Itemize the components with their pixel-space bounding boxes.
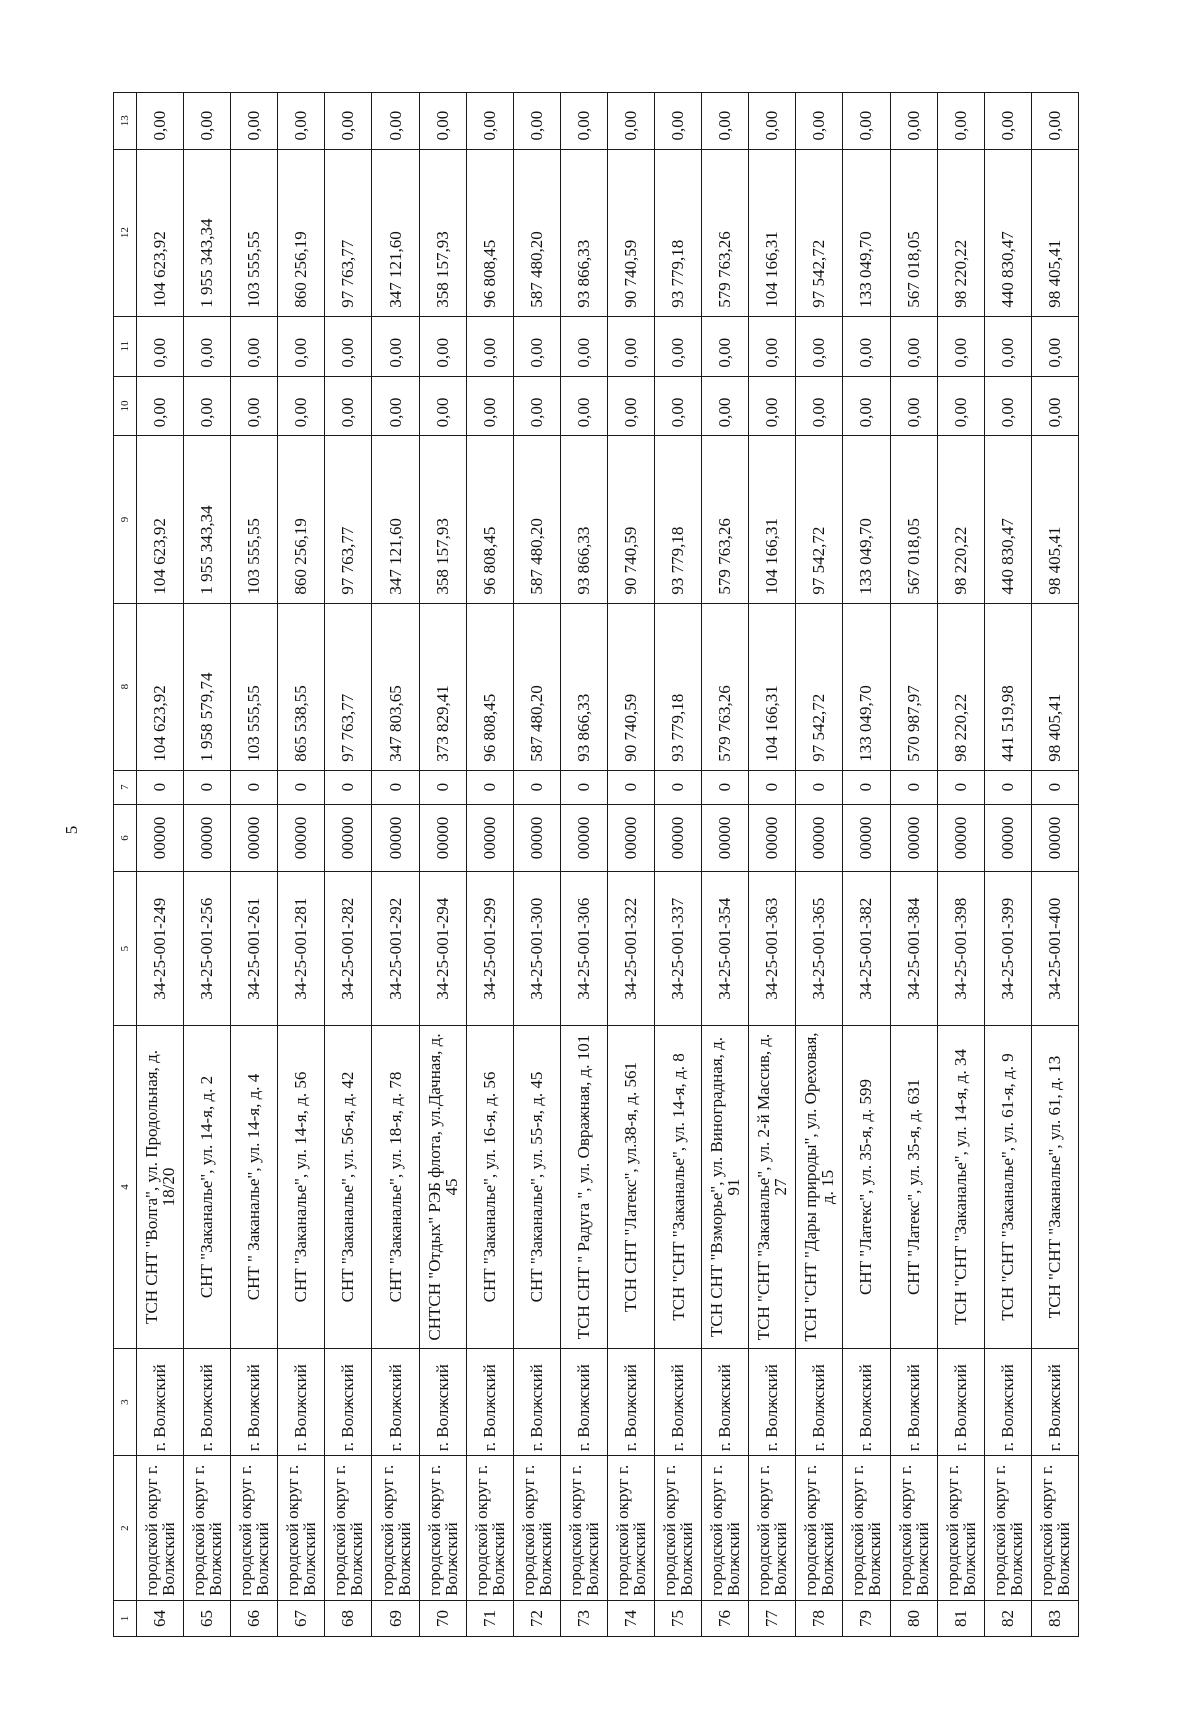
address-cell: ТСН СНТ "Волга", ул. Продольная, д. 18/20 [137, 1025, 184, 1348]
flag-cell: 0 [137, 770, 184, 804]
code-zeros-cell: 00000 [655, 804, 702, 872]
settlement-cell: г. Волжский [137, 1349, 184, 1456]
amount-col9-cell: 133 049,70 [843, 436, 890, 603]
settlement-cell: г. Волжский [796, 1349, 843, 1456]
table-row [607, 93, 654, 1637]
amount-col9-cell: 97 763,77 [325, 436, 372, 603]
row-number-cell: 80 [890, 1600, 937, 1636]
settlement-cell: г. Волжский [325, 1349, 372, 1456]
amount-col9-cell: 440 830,47 [984, 436, 1031, 603]
code-zeros-cell: 00000 [937, 804, 984, 872]
column-header: 1 [114, 1600, 137, 1636]
code-cell: 34-25-001-294 [419, 872, 466, 1026]
flag-cell: 0 [984, 770, 1031, 804]
amount-col8-cell: 97 763,77 [325, 603, 372, 770]
code-cell: 34-25-001-249 [137, 872, 184, 1026]
amount-col9-cell: 347 121,60 [372, 436, 419, 603]
amount-col8-cell: 865 538,55 [278, 603, 325, 770]
amount-col13-cell: 0,00 [749, 93, 796, 150]
address-cell: ТСН "СНТ "Дары природы", ул. Ореховая, д. 15 [796, 1025, 843, 1348]
amount-col13-cell: 0,00 [937, 93, 984, 150]
amount-col10-cell: 0,00 [937, 376, 984, 436]
amount-col10-cell: 0,00 [702, 376, 749, 436]
code-zeros-cell: 00000 [749, 804, 796, 872]
code-cell: 34-25-001-384 [890, 872, 937, 1026]
code-cell: 34-25-001-281 [278, 872, 325, 1026]
code-zeros-cell: 00000 [843, 804, 890, 872]
row-number-cell: 75 [655, 1600, 702, 1636]
row-number-cell: 66 [231, 1600, 278, 1636]
municipality-cell: городской округ г. Волжский [137, 1456, 184, 1601]
amount-col8-cell: 570 987,97 [890, 603, 937, 770]
amount-col11-cell: 0,00 [1031, 316, 1078, 376]
row-number-cell: 69 [372, 1600, 419, 1636]
amount-col13-cell: 0,00 [1031, 93, 1078, 150]
row-number-cell: 83 [1031, 1600, 1078, 1636]
amount-col10-cell: 0,00 [796, 376, 843, 436]
settlement-cell: г. Волжский [560, 1349, 607, 1456]
address-cell: СНТ " Заканалье", ул. 14-я, д. 4 [231, 1025, 278, 1348]
settlement-cell: г. Волжский [184, 1349, 231, 1456]
column-header: 11 [114, 316, 137, 376]
municipality-cell: городской округ г. Волжский [655, 1456, 702, 1601]
flag-cell: 0 [843, 770, 890, 804]
row-number-cell: 65 [184, 1600, 231, 1636]
settlement-cell: г. Волжский [419, 1349, 466, 1456]
amount-col10-cell: 0,00 [137, 376, 184, 436]
table-row [560, 93, 607, 1637]
flag-cell: 0 [937, 770, 984, 804]
settlement-cell: г. Волжский [937, 1349, 984, 1456]
amount-col9-cell: 93 779,18 [655, 436, 702, 603]
amount-col10-cell: 0,00 [278, 376, 325, 436]
amount-col11-cell: 0,00 [325, 316, 372, 376]
table-row [184, 93, 231, 1637]
amount-col8-cell: 96 808,45 [466, 603, 513, 770]
municipality-cell: городской округ г. Волжский [937, 1456, 984, 1601]
amount-col13-cell: 0,00 [890, 93, 937, 150]
amount-col13-cell: 0,00 [513, 93, 560, 150]
amount-col8-cell: 90 740,59 [607, 603, 654, 770]
settlement-cell: г. Волжский [890, 1349, 937, 1456]
address-cell: СНТ "Латекс", ул. 35-я, д. 599 [843, 1025, 890, 1348]
amount-col12-cell: 358 157,93 [419, 149, 466, 316]
amount-col9-cell: 90 740,59 [607, 436, 654, 603]
table-row [466, 93, 513, 1637]
column-header: 6 [114, 804, 137, 872]
amount-col12-cell: 347 121,60 [372, 149, 419, 316]
flag-cell: 0 [513, 770, 560, 804]
table-row [702, 93, 749, 1637]
amount-col13-cell: 0,00 [372, 93, 419, 150]
code-cell: 34-25-001-382 [843, 872, 890, 1026]
amount-col12-cell: 587 480,20 [513, 149, 560, 316]
code-cell: 34-25-001-399 [984, 872, 1031, 1026]
municipality-cell: городской округ г. Волжский [325, 1456, 372, 1601]
code-zeros-cell: 00000 [702, 804, 749, 872]
table-row [984, 93, 1031, 1637]
column-header: 10 [114, 376, 137, 436]
amount-col11-cell: 0,00 [560, 316, 607, 376]
amount-col8-cell: 93 779,18 [655, 603, 702, 770]
amount-col12-cell: 93 779,18 [655, 149, 702, 316]
amount-col11-cell: 0,00 [890, 316, 937, 376]
code-cell: 34-25-001-365 [796, 872, 843, 1026]
amount-col12-cell: 1 955 343,34 [184, 149, 231, 316]
amount-col11-cell: 0,00 [796, 316, 843, 376]
municipality-cell: городской округ г. Волжский [843, 1456, 890, 1601]
table-row [843, 93, 890, 1637]
amount-col10-cell: 0,00 [984, 376, 1031, 436]
amount-col11-cell: 0,00 [843, 316, 890, 376]
amount-col9-cell: 104 623,92 [137, 436, 184, 603]
amount-col11-cell: 0,00 [513, 316, 560, 376]
code-cell: 34-25-001-322 [607, 872, 654, 1026]
amount-col9-cell: 96 808,45 [466, 436, 513, 603]
settlement-cell: г. Волжский [984, 1349, 1031, 1456]
amount-col13-cell: 0,00 [702, 93, 749, 150]
municipality-cell: городской округ г. Волжский [278, 1456, 325, 1601]
flag-cell: 0 [419, 770, 466, 804]
table-row [372, 93, 419, 1637]
amount-col11-cell: 0,00 [749, 316, 796, 376]
code-zeros-cell: 00000 [419, 804, 466, 872]
amount-col11-cell: 0,00 [137, 316, 184, 376]
code-zeros-cell: 00000 [372, 804, 419, 872]
municipality-cell: городской округ г. Волжский [607, 1456, 654, 1601]
amount-col13-cell: 0,00 [984, 93, 1031, 150]
amount-col11-cell: 0,00 [466, 316, 513, 376]
municipality-cell: городской округ г. Волжский [984, 1456, 1031, 1601]
row-number-cell: 72 [513, 1600, 560, 1636]
amount-col9-cell: 93 866,33 [560, 436, 607, 603]
amount-col11-cell: 0,00 [419, 316, 466, 376]
code-zeros-cell: 00000 [137, 804, 184, 872]
column-header: 12 [114, 149, 137, 316]
amount-col9-cell: 579 763,26 [702, 436, 749, 603]
code-cell: 34-25-001-363 [749, 872, 796, 1026]
address-cell: СНТ "Латекс", ул. 35-я, д. 631 [890, 1025, 937, 1348]
amount-col9-cell: 97 542,72 [796, 436, 843, 603]
amount-col10-cell: 0,00 [655, 376, 702, 436]
amount-col9-cell: 104 166,31 [749, 436, 796, 603]
amount-col13-cell: 0,00 [655, 93, 702, 150]
code-zeros-cell: 00000 [325, 804, 372, 872]
address-cell: ТСН "СНТ "Заканалье", ул. 14-я, д. 34 [937, 1025, 984, 1348]
amount-col13-cell: 0,00 [796, 93, 843, 150]
table-row [937, 93, 984, 1637]
municipality-cell: городской округ г. Волжский [184, 1456, 231, 1601]
amount-col8-cell: 104 623,92 [137, 603, 184, 770]
code-cell: 34-25-001-292 [372, 872, 419, 1026]
row-number-cell: 68 [325, 1600, 372, 1636]
amount-col11-cell: 0,00 [184, 316, 231, 376]
code-zeros-cell: 00000 [1031, 804, 1078, 872]
row-number-cell: 79 [843, 1600, 890, 1636]
flag-cell: 0 [890, 770, 937, 804]
settlement-cell: г. Волжский [372, 1349, 419, 1456]
amount-col11-cell: 0,00 [372, 316, 419, 376]
amount-col11-cell: 0,00 [231, 316, 278, 376]
code-zeros-cell: 00000 [796, 804, 843, 872]
column-header: 2 [114, 1456, 137, 1601]
amount-col9-cell: 98 220,22 [937, 436, 984, 603]
settlement-cell: г. Волжский [702, 1349, 749, 1456]
amount-col9-cell: 1 955 343,34 [184, 436, 231, 603]
municipality-cell: городской округ г. Волжский [890, 1456, 937, 1601]
data-table [113, 92, 1079, 1637]
code-cell: 34-25-001-300 [513, 872, 560, 1026]
settlement-cell: г. Волжский [231, 1349, 278, 1456]
amount-col12-cell: 104 166,31 [749, 149, 796, 316]
amount-col8-cell: 579 763,26 [702, 603, 749, 770]
amount-col13-cell: 0,00 [137, 93, 184, 150]
row-number-cell: 82 [984, 1600, 1031, 1636]
amount-col11-cell: 0,00 [984, 316, 1031, 376]
code-zeros-cell: 00000 [984, 804, 1031, 872]
amount-col8-cell: 93 866,33 [560, 603, 607, 770]
column-header: 9 [114, 436, 137, 603]
amount-col11-cell: 0,00 [937, 316, 984, 376]
address-cell: СНТ "Заканалье", ул. 14-я, д. 56 [278, 1025, 325, 1348]
amount-col8-cell: 103 555,55 [231, 603, 278, 770]
row-number-cell: 76 [702, 1600, 749, 1636]
municipality-cell: городской округ г. Волжский [796, 1456, 843, 1601]
amount-col8-cell: 441 519,98 [984, 603, 1031, 770]
code-zeros-cell: 00000 [466, 804, 513, 872]
header-row [114, 93, 137, 1637]
amount-col10-cell: 0,00 [466, 376, 513, 436]
amount-col13-cell: 0,00 [278, 93, 325, 150]
code-zeros-cell: 00000 [231, 804, 278, 872]
amount-col11-cell: 0,00 [702, 316, 749, 376]
flag-cell: 0 [655, 770, 702, 804]
amount-col9-cell: 567 018,05 [890, 436, 937, 603]
settlement-cell: г. Волжский [655, 1349, 702, 1456]
flag-cell: 0 [231, 770, 278, 804]
row-number-cell: 73 [560, 1600, 607, 1636]
table-row [890, 93, 937, 1637]
amount-col13-cell: 0,00 [560, 93, 607, 150]
amount-col13-cell: 0,00 [184, 93, 231, 150]
address-cell: ТСН СНТ "Латекс", ул.38-я, д. 561 [607, 1025, 654, 1348]
amount-col13-cell: 0,00 [325, 93, 372, 150]
page-number: 5 [62, 825, 81, 835]
address-cell: ТСН "СНТ "Заканалье", ул. 61-я, д. 9 [984, 1025, 1031, 1348]
settlement-cell: г. Волжский [466, 1349, 513, 1456]
amount-col8-cell: 104 166,31 [749, 603, 796, 770]
amount-col10-cell: 0,00 [560, 376, 607, 436]
amount-col12-cell: 96 808,45 [466, 149, 513, 316]
settlement-cell: г. Волжский [843, 1349, 890, 1456]
amount-col10-cell: 0,00 [325, 376, 372, 436]
address-cell: СНТ "Заканалье", ул. 18-я, д. 78 [372, 1025, 419, 1348]
column-header: 5 [114, 872, 137, 1026]
row-number-cell: 70 [419, 1600, 466, 1636]
code-zeros-cell: 00000 [278, 804, 325, 872]
amount-col10-cell: 0,00 [749, 376, 796, 436]
amount-col9-cell: 860 256,19 [278, 436, 325, 603]
amount-col13-cell: 0,00 [607, 93, 654, 150]
address-cell: ТСН "СНТ "Заканалье", ул. 61, д. 13 [1031, 1025, 1078, 1348]
amount-col9-cell: 103 555,55 [231, 436, 278, 603]
municipality-cell: городской округ г. Волжский [560, 1456, 607, 1601]
table-row [655, 93, 702, 1637]
settlement-cell: г. Волжский [278, 1349, 325, 1456]
amount-col8-cell: 373 829,41 [419, 603, 466, 770]
amount-col13-cell: 0,00 [419, 93, 466, 150]
code-cell: 34-25-001-306 [560, 872, 607, 1026]
amount-col9-cell: 98 405,41 [1031, 436, 1078, 603]
column-header: 4 [114, 1025, 137, 1348]
table-row [513, 93, 560, 1637]
amount-col10-cell: 0,00 [513, 376, 560, 436]
settlement-cell: г. Волжский [513, 1349, 560, 1456]
amount-col13-cell: 0,00 [231, 93, 278, 150]
amount-col8-cell: 1 958 579,74 [184, 603, 231, 770]
code-cell: 34-25-001-354 [702, 872, 749, 1026]
column-header: 8 [114, 603, 137, 770]
amount-col11-cell: 0,00 [278, 316, 325, 376]
address-cell: СНТ "Заканалье", ул. 55-я, д. 45 [513, 1025, 560, 1348]
amount-col8-cell: 347 803,65 [372, 603, 419, 770]
address-cell: ТСН "СНТ "Заканалье", ул. 14-я, д. 8 [655, 1025, 702, 1348]
amount-col8-cell: 98 220,22 [937, 603, 984, 770]
address-cell: СНТ "Заканалье", ул. 14-я, д. 2 [184, 1025, 231, 1348]
municipality-cell: городской округ г. Волжский [466, 1456, 513, 1601]
amount-col9-cell: 587 480,20 [513, 436, 560, 603]
table-row [1031, 93, 1078, 1637]
code-cell: 34-25-001-398 [937, 872, 984, 1026]
address-cell: СНТСН "Отдых" РЭБ флота, ул.Дачная, д. 45 [419, 1025, 466, 1348]
flag-cell: 0 [325, 770, 372, 804]
amount-col12-cell: 97 763,77 [325, 149, 372, 316]
amount-col8-cell: 97 542,72 [796, 603, 843, 770]
address-cell: СНТ "Заканалье", ул. 56-я, д. 42 [325, 1025, 372, 1348]
address-cell: ТСН СНТ " Радуга ", ул. Овражная, д. 101 [560, 1025, 607, 1348]
municipality-cell: городской округ г. Волжский [1031, 1456, 1078, 1601]
table-row [325, 93, 372, 1637]
amount-col12-cell: 103 555,55 [231, 149, 278, 316]
code-zeros-cell: 00000 [560, 804, 607, 872]
amount-col13-cell: 0,00 [466, 93, 513, 150]
amount-col11-cell: 0,00 [655, 316, 702, 376]
amount-col12-cell: 104 623,92 [137, 149, 184, 316]
row-number-cell: 74 [607, 1600, 654, 1636]
code-zeros-cell: 00000 [184, 804, 231, 872]
settlement-cell: г. Волжский [749, 1349, 796, 1456]
flag-cell: 0 [749, 770, 796, 804]
amount-col8-cell: 587 480,20 [513, 603, 560, 770]
amount-col12-cell: 579 763,26 [702, 149, 749, 316]
table-row [749, 93, 796, 1637]
flag-cell: 0 [466, 770, 513, 804]
row-number-cell: 81 [937, 1600, 984, 1636]
amount-col12-cell: 98 220,22 [937, 149, 984, 316]
code-zeros-cell: 00000 [513, 804, 560, 872]
row-number-cell: 64 [137, 1600, 184, 1636]
rotated-table-container [113, 92, 1079, 1637]
amount-col12-cell: 440 830,47 [984, 149, 1031, 316]
amount-col12-cell: 860 256,19 [278, 149, 325, 316]
code-cell: 34-25-001-256 [184, 872, 231, 1026]
address-cell: ТСН "СНТ "Заканалье", ул. 2-й Массив, д. 27 [749, 1025, 796, 1348]
municipality-cell: городской округ г. Волжский [513, 1456, 560, 1601]
address-cell: ТСН СНТ "Взморье", ул. Виноградная, д. 91 [702, 1025, 749, 1348]
table-row [231, 93, 278, 1637]
amount-col10-cell: 0,00 [231, 376, 278, 436]
amount-col10-cell: 0,00 [607, 376, 654, 436]
amount-col10-cell: 0,00 [1031, 376, 1078, 436]
column-header: 13 [114, 93, 137, 150]
amount-col10-cell: 0,00 [184, 376, 231, 436]
table-row [796, 93, 843, 1637]
row-number-cell: 71 [466, 1600, 513, 1636]
code-zeros-cell: 00000 [890, 804, 937, 872]
flag-cell: 0 [184, 770, 231, 804]
code-cell: 34-25-001-282 [325, 872, 372, 1026]
amount-col12-cell: 90 740,59 [607, 149, 654, 316]
code-cell: 34-25-001-400 [1031, 872, 1078, 1026]
amount-col8-cell: 98 405,41 [1031, 603, 1078, 770]
amount-col10-cell: 0,00 [372, 376, 419, 436]
column-header: 7 [114, 770, 137, 804]
column-header: 3 [114, 1349, 137, 1456]
code-cell: 34-25-001-261 [231, 872, 278, 1026]
row-number-cell: 78 [796, 1600, 843, 1636]
amount-col12-cell: 567 018,05 [890, 149, 937, 316]
municipality-cell: городской округ г. Волжский [231, 1456, 278, 1601]
flag-cell: 0 [796, 770, 843, 804]
table-body [137, 93, 1079, 1637]
flag-cell: 0 [607, 770, 654, 804]
flag-cell: 0 [1031, 770, 1078, 804]
amount-col8-cell: 133 049,70 [843, 603, 890, 770]
amount-col13-cell: 0,00 [843, 93, 890, 150]
row-number-cell: 67 [278, 1600, 325, 1636]
code-cell: 34-25-001-299 [466, 872, 513, 1026]
table-row [137, 93, 184, 1637]
address-cell: СНТ "Заканалье", ул. 16-я, д. 56 [466, 1025, 513, 1348]
code-cell: 34-25-001-337 [655, 872, 702, 1026]
table-row [278, 93, 325, 1637]
amount-col11-cell: 0,00 [607, 316, 654, 376]
amount-col10-cell: 0,00 [843, 376, 890, 436]
flag-cell: 0 [560, 770, 607, 804]
amount-col9-cell: 358 157,93 [419, 436, 466, 603]
amount-col12-cell: 97 542,72 [796, 149, 843, 316]
amount-col10-cell: 0,00 [890, 376, 937, 436]
municipality-cell: городской округ г. Волжский [702, 1456, 749, 1601]
amount-col12-cell: 133 049,70 [843, 149, 890, 316]
flag-cell: 0 [278, 770, 325, 804]
amount-col12-cell: 93 866,33 [560, 149, 607, 316]
amount-col10-cell: 0,00 [419, 376, 466, 436]
amount-col12-cell: 98 405,41 [1031, 149, 1078, 316]
table-row [419, 93, 466, 1637]
flag-cell: 0 [702, 770, 749, 804]
code-zeros-cell: 00000 [607, 804, 654, 872]
flag-cell: 0 [372, 770, 419, 804]
settlement-cell: г. Волжский [1031, 1349, 1078, 1456]
municipality-cell: городской округ г. Волжский [372, 1456, 419, 1601]
settlement-cell: г. Волжский [607, 1349, 654, 1456]
row-number-cell: 77 [749, 1600, 796, 1636]
municipality-cell: городской округ г. Волжский [749, 1456, 796, 1601]
municipality-cell: городской округ г. Волжский [419, 1456, 466, 1601]
